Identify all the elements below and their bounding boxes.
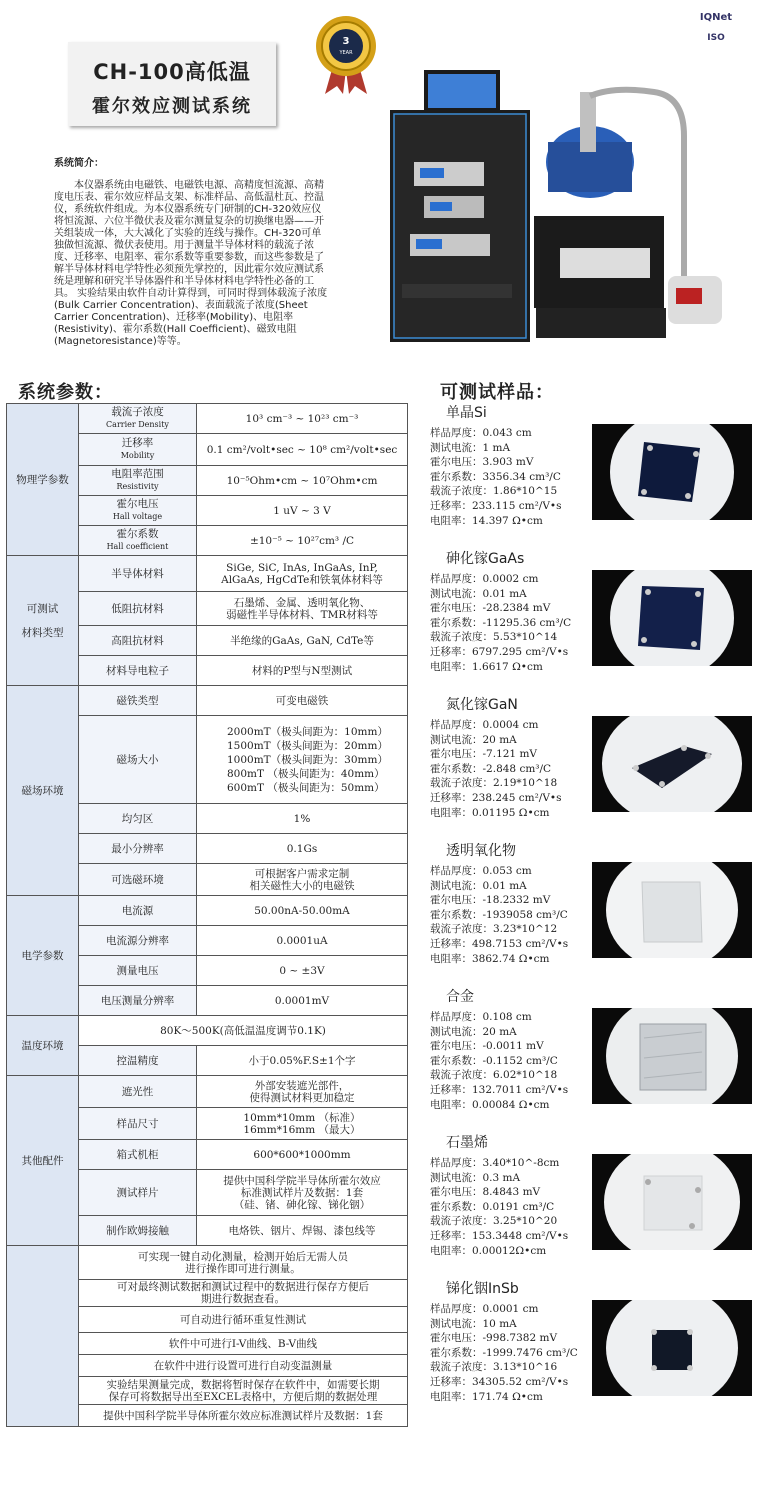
param-label: 箱式机柜 xyxy=(79,1140,197,1170)
sample-name: 砷化镓GaAs xyxy=(446,551,525,567)
param-label: 电流源 xyxy=(79,896,197,926)
param-value: SiGe, SiC, InAs, InGaAs, InP, AlGaAs, HgCdTe和铁氧体材料等 xyxy=(197,556,408,592)
sample-props: 样品厚度：0.053 cm 测试电流：0.01 mA 霍尔电压：-18.2332 mV 霍尔系数：-1939058 cm³/C 载流子浓度：3.23*10^12 迁移率：498.7153 cm²/V•s 电阻率：3862.74 Ω•cm xyxy=(430,865,569,965)
params-title: 系统参数： xyxy=(18,382,113,403)
param-label: 低阻抗材料 xyxy=(79,592,197,626)
param-value: 可根据客户需求定制 相关磁性大小的电磁铁 xyxy=(197,864,408,896)
cat-temperature: 温度环境 xyxy=(7,1016,79,1076)
sample-props: 样品厚度：0.043 cm 测试电流：1 mA 霍尔电压：3.903 mV 霍尔系数：3356.34 cm³/C 载流子浓度：1.86*10^15 迁移率：233.115 cm²/V•s 电阻率：14.397 Ω•cm xyxy=(430,427,562,527)
param-label: 材料导电粒子 xyxy=(79,656,197,686)
cat-software xyxy=(7,1246,79,1427)
sample-name: 氮化镓GaN xyxy=(446,697,518,713)
sample-photo xyxy=(592,424,752,520)
cat-magnet: 磁场环境 xyxy=(7,686,79,896)
sample-name: 石墨烯 xyxy=(446,1135,488,1151)
param-label: 测量电压 xyxy=(79,956,197,986)
param-value: 可变电磁铁 xyxy=(197,686,408,716)
sample-photo xyxy=(592,570,752,666)
param-label: 电压测量分辨率 xyxy=(79,986,197,1016)
param-value: 外部安装遮光部件， 使得测试材料更加稳定 xyxy=(197,1076,408,1108)
sample-name: 合金 xyxy=(446,989,474,1005)
param-label: 半导体材料 xyxy=(79,556,197,592)
param-value: 小于0.05%F.S±1个字 xyxy=(197,1046,408,1076)
sample-name: 透明氧化物 xyxy=(446,843,516,859)
param-label: 载流子浓度 Carrier Density xyxy=(79,404,197,434)
sample-photo xyxy=(592,1300,752,1396)
param-label: 霍尔电压 Hall voltage xyxy=(79,496,197,526)
param-value: 0 ~ ±3V xyxy=(197,956,408,986)
cat-materials: 可测试 材料类型 xyxy=(7,556,79,686)
title-line2: 霍尔效应测试系统 xyxy=(92,96,252,117)
software-feature: 提供中国科学院半导体所霍尔效应标准测试样片及数据：1套 xyxy=(79,1405,408,1427)
param-label: 均匀区 xyxy=(79,804,197,834)
param-value: 10³ cm⁻³ ~ 10²³ cm⁻³ xyxy=(197,404,408,434)
param-label: 控温精度 xyxy=(79,1046,197,1076)
sample-name: 单晶Si xyxy=(446,405,487,421)
param-label: 磁铁类型 xyxy=(79,686,197,716)
samples-title: 可测试样品： xyxy=(440,382,554,403)
sample-alloy xyxy=(430,986,760,1112)
param-value: 0.1 cm²/volt•sec ~ 10⁸ cm²/volt•sec xyxy=(197,434,408,466)
param-label: 电阻率范围 Resistivity xyxy=(79,466,197,496)
param-value: 1 uV ~ 3 V xyxy=(197,496,408,526)
sample-insb xyxy=(430,1278,760,1404)
svg-text:YEAR: YEAR xyxy=(339,50,353,56)
param-label: 遮光性 xyxy=(79,1076,197,1108)
intro-title: 系统简介： xyxy=(54,158,104,169)
param-label: 高阻抗材料 xyxy=(79,626,197,656)
param-label: 迁移率 Mobility xyxy=(79,434,197,466)
param-label: 制作欧姆接触 xyxy=(79,1216,197,1246)
param-label: 霍尔系数 Hall coefficient xyxy=(79,526,197,556)
cat-physics: 物理学参数 xyxy=(7,404,79,556)
cat-accessories: 其他配件 xyxy=(7,1076,79,1246)
sample-transparent-oxide xyxy=(430,840,760,966)
svg-text:3: 3 xyxy=(342,36,350,47)
system-equipment-image xyxy=(384,66,760,356)
param-label: 最小分辨率 xyxy=(79,834,197,864)
param-value: 半绝缘的GaAs, GaN, CdTe等 xyxy=(197,626,408,656)
temperature-range: 80K～500K(高低温温度调节0.1K) xyxy=(79,1016,408,1046)
param-value: 材料的P型与N型测试 xyxy=(197,656,408,686)
software-feature: 软件中可进行I-V曲线、B-V曲线 xyxy=(79,1333,408,1355)
intro-text: 本仪器系统由电磁铁、电磁铁电源、高精度恒流源、高精度电压表、霍尔效应样品支架、标准样品、高低温杜瓦、控温仪，系统软件组成。为本仪器系统专门研制的CH-320效应仪将恒流源、六位半微伏表及霍尔测量复杂的切换继电器——开关组装成一体，大大减化了实验的连线与操作。CH-320可单独做恒流源、微伏表使用。用于测量半导体材料的载流子浓度、迁移率、电阻率、霍尔系数等重要参数，而这些参数是了解半导体材料电学特性必须预先掌控的，因此霍尔效应测试系统是理解和研究半导体器件和半导体材料电学特性必备的工具。 实验结果由软件自动计算得到，可同时得到体载流子浓度(Bulk Carrier Concentration)、表面载流子浓度(Sheet Carrier Concentration)、迁移率(Mobility)、电阻率(Resistivity)、霍尔系数(Hall Coefficient)、磁致电阻(Magnetoresistance)等等。 xyxy=(54,180,328,347)
sample-graphene xyxy=(430,1132,760,1258)
param-label: 样品尺寸 xyxy=(79,1108,197,1140)
sample-photo xyxy=(592,1154,752,1250)
sample-gan xyxy=(430,694,760,820)
title-line1: CH-100高低温 xyxy=(93,60,251,84)
sample-photo xyxy=(592,862,752,958)
param-value: 600*600*1000mm xyxy=(197,1140,408,1170)
param-value: 0.1Gs xyxy=(197,834,408,864)
param-value: 0.0001mV xyxy=(197,986,408,1016)
param-value: 10⁻⁵Ohm•cm ~ 10⁷Ohm•cm xyxy=(197,466,408,496)
sample-props: 样品厚度：3.40*10^-8cm 测试电流：0.3 mA 霍尔电压：8.4843 mV 霍尔系数：0.0191 cm³/C 载流子浓度：3.25*10^20 迁移率：153.3448 cm²/V•s 电阻率：0.00012Ω•cm xyxy=(430,1157,569,1257)
sample-props: 样品厚度：0.0001 cm 测试电流：10 mA 霍尔电压：-998.7382 mV 霍尔系数：-1999.7476 cm³/C 载流子浓度：3.13*10^16 迁移率：34305.52 cm²/V•s 电阻率：171.74 Ω•cm xyxy=(430,1303,578,1403)
param-value: 10mm*10mm （标准） 16mm*16mm （最大） xyxy=(197,1108,408,1140)
param-label: 电流源分辨率 xyxy=(79,926,197,956)
sample-props: 样品厚度：0.0004 cm 测试电流：20 mA 霍尔电压：-7.121 mV 霍尔系数：-2.848 cm³/C 载流子浓度：2.19*10^18 迁移率：238.245 cm²/V•s 电阻率：0.01195 Ω•cm xyxy=(430,719,562,819)
certification-badge xyxy=(692,12,740,54)
title-box xyxy=(68,42,276,126)
sample-props: 样品厚度：0.0002 cm 测试电流：0.01 mA 霍尔电压：-28.2384 mV 霍尔系数：-11295.36 cm³/C 载流子浓度：5.53*10^14 迁移率：6797.295 cm²/V•s 电阻率：1.6617 Ω•cm xyxy=(430,573,572,673)
iqnet-logo: IQNet xyxy=(699,12,733,23)
param-value: 1% xyxy=(197,804,408,834)
param-value: 2000mT（极头间距为：10mm） 1500mT（极头间距为：20mm） 1000mT（极头间距为：30mm） 800mT （极头间距为：40mm） 600mT （极头间距为：50mm） xyxy=(197,716,408,804)
sample-gaas xyxy=(430,548,760,674)
software-feature: 可实现一键自动化测量，检测开始后无需人员 进行操作即可进行测量。 xyxy=(79,1246,408,1280)
param-value: ±10⁻⁵ ~ 10²⁷cm³ /C xyxy=(197,526,408,556)
params-table xyxy=(6,403,408,1427)
sample-photo xyxy=(592,1008,752,1104)
param-label: 测试样片 xyxy=(79,1170,197,1216)
cat-electrical: 电学参数 xyxy=(7,896,79,1016)
param-value: 0.0001uA xyxy=(197,926,408,956)
software-feature: 可自动进行循环重复性测试 xyxy=(79,1307,408,1333)
param-value: 石墨烯、金属、透明氧化物、 弱磁性半导体材料、TMR材料等 xyxy=(197,592,408,626)
param-label: 磁场大小 xyxy=(79,716,197,804)
software-feature: 实验结果测量完成，数据将暂时保存在软件中，如需要长期 保存可将数据导出至EXCEL表格中，方便后期的数据处理 xyxy=(79,1377,408,1405)
param-value: 50.00nA-50.00mA xyxy=(197,896,408,926)
sample-photo xyxy=(592,716,752,812)
param-value: 提供中国科学院半导体所霍尔效应 标准测试样片及数据：1套 （硅、锗、砷化镓、锑化铟） xyxy=(197,1170,408,1216)
warranty-medal xyxy=(313,14,379,96)
software-feature: 在软件中进行设置可进行自动变温测量 xyxy=(79,1355,408,1377)
param-label: 可选磁环境 xyxy=(79,864,197,896)
software-feature: 可对最终测试数据和测试过程中的数据进行保存方便后 期进行数据查看。 xyxy=(79,1280,408,1307)
param-value: 电烙铁、铟片、焊锡、漆包线等 xyxy=(197,1216,408,1246)
iso-logo: ISO xyxy=(707,33,725,43)
sample-si xyxy=(430,402,760,528)
sample-props: 样品厚度：0.108 cm 测试电流：20 mA 霍尔电压：-0.0011 mV 霍尔系数：-0.1152 cm³/C 载流子浓度：6.02*10^18 迁移率：132.7011 cm²/V•s 电阻率：0.00084 Ω•cm xyxy=(430,1011,569,1111)
sample-name: 锑化铟InSb xyxy=(446,1281,519,1297)
